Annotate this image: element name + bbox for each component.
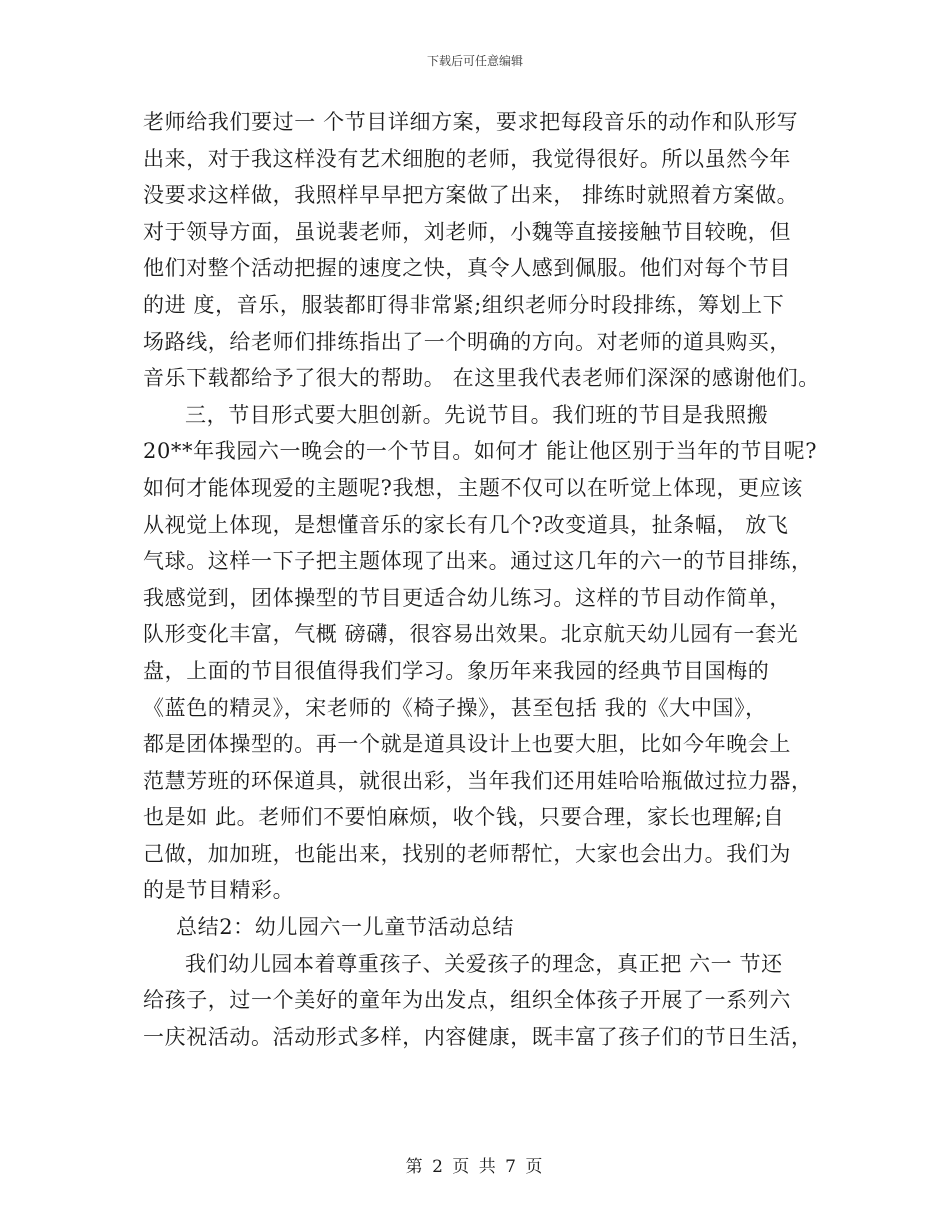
paragraph-line: 也是如 此。老师们不要怕麻烦，收个钱，只要合理，家长也理解;自 <box>143 805 785 830</box>
paragraph-line: 范慧芳班的环保道具，就很出彩，当年我们还用娃哈哈瓶做过拉力器， <box>143 768 813 793</box>
paragraph-line: 三，节目形式要大胆创新。先说节目。我们班的节目是我照搬 <box>185 402 769 427</box>
paragraph-line: 《蓝色的精灵》，宋老师的《椅子操》，甚至包括 我的《大中国》， <box>143 695 767 720</box>
section-title: 总结2：幼儿园六一儿童节活动总结 <box>176 915 514 940</box>
paragraph-line: 我感觉到，团体操型的节目更适合幼儿练习。这样的节目动作简单， <box>143 585 791 610</box>
paragraph-line: 气球。这样一下子把主题体现了出来。通过这几年的六一的节目排练， <box>143 549 813 574</box>
paragraph-line: 的是节目精彩。 <box>143 878 295 903</box>
paragraph-line: 老师给我们要过一 个节目详细方案，要求把每段音乐的动作和队形写 <box>143 110 799 134</box>
paragraph-line: 他们对整个活动把握的速度之快，真令人感到佩服。他们对每个节目 <box>143 256 791 281</box>
paragraph-line: 出来，对于我这样没有艺术细胞的老师，我觉得很好。所以虽然今年 <box>143 146 791 171</box>
paragraph-line: 对于领导方面，虽说裴老师，刘老师，小魏等直接接触节目较晚，但 <box>143 219 791 244</box>
document-body <box>143 104 823 1055</box>
paragraph-line: 从视觉上体现，是想懂音乐的家长有几个?改变道具，扯条幅， 放飞 <box>143 512 789 537</box>
page-number: 第 2 页 共 7 页 <box>405 1157 545 1177</box>
page-header: 下载后可任意编辑 <box>426 54 523 68</box>
paragraph-line: 盘，上面的节目很值得我们学习。象历年来我园的经典节目国梅的 <box>143 658 770 683</box>
paragraph-line: 一庆祝活动。活动形式多样，内容健康，既丰富了孩子们的节日生活， <box>143 1024 813 1049</box>
paragraph-line: 场路线，给老师们排练指出了一个明确的方向。对老师的道具购买， <box>143 329 791 354</box>
paragraph-line: 给孩子，过一个美好的童年为出发点，组织全体孩子开展了一系列六 <box>143 988 791 1013</box>
paragraph-line: 没要求这样做，我照样早早把方案做了出来， 排练时就照着方案做。 <box>143 183 799 208</box>
paragraph-line: 都是团体操型的。再一个就是道具设计上也要大胆，比如今年晚会上 <box>143 732 791 757</box>
paragraph-line: 队形变化丰富，气概 磅礴，很容易出效果。北京航天幼儿园有一套光 <box>143 622 799 647</box>
paragraph-line: 的进 度，音乐，服装都盯得非常紧;组织老师分时段排练，筹划上下 <box>143 292 785 317</box>
paragraph-line: 己做，加加班，也能出来，找别的老师帮忙，大家也会出力。我们为 <box>143 841 791 866</box>
paragraph-line: 20**年我园六一晚会的一个节目。如何才 能让他区别于当年的节目呢? <box>143 439 818 464</box>
paragraph-line: 如何才能体现爱的主题呢?我想，主题不仅可以在听觉上体现，更应该 <box>143 475 803 500</box>
paragraph-line: 我们幼儿园本着尊重孩子、关爱孩子的理念，真正把 六一 节还 <box>185 951 783 976</box>
paragraph-line: 音乐下载都给予了很大的帮助。 在这里我代表老师们深深的感谢他们。 <box>143 366 820 391</box>
